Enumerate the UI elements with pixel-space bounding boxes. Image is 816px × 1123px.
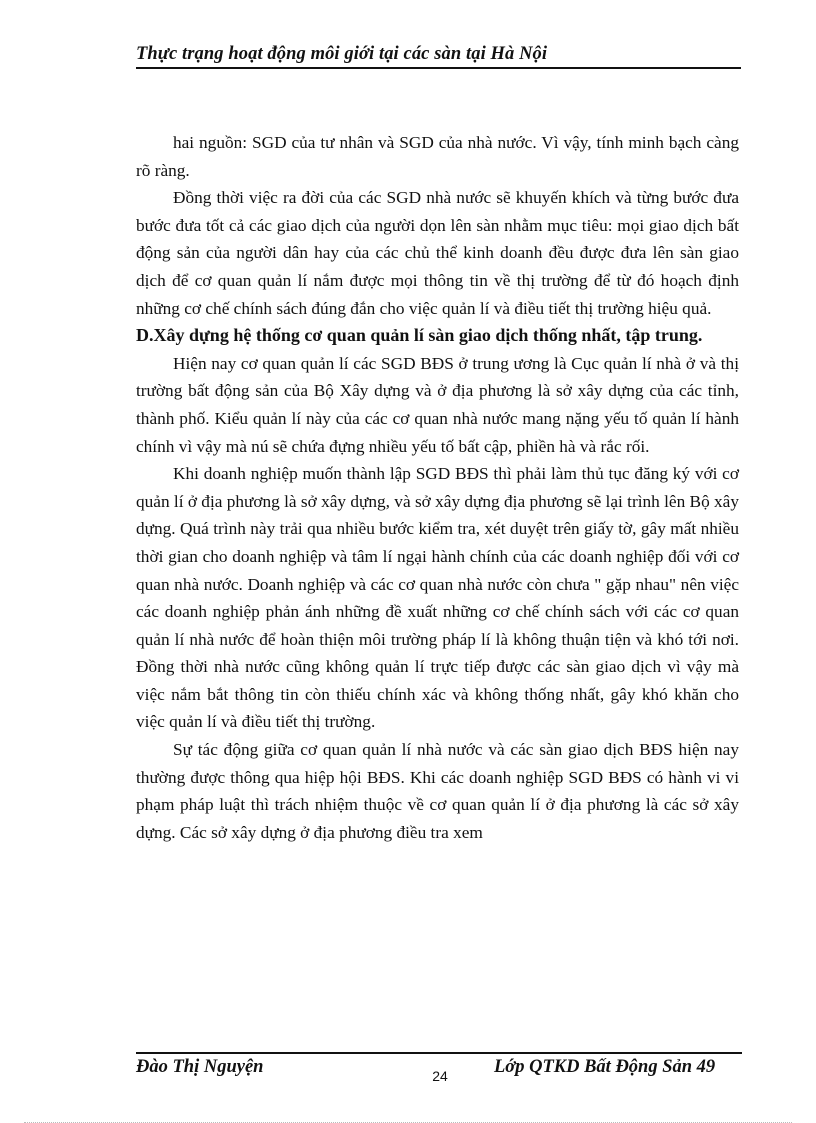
document-body xyxy=(136,129,739,846)
paragraph: Khi doanh nghiệp muốn thành lập SGD BĐS thì phải làm thủ tục đăng ký với cơ quản lí ở địa phương là sở xây dựng, và sở xây dựng địa phương sẽ lại trình lên Bộ xây dựng. Quá trình này trải qua nhiều bước kiểm tra, xét duyệt trên giấy tờ, gây mất nhiều thời gian cho doanh nghiệp và tâm lí ngại hành chính của các doanh nghiệp đối với cơ quan nhà nước. Doanh nghiệp và các cơ quan nhà nước còn chưa " gặp nhau" nên việc các doanh nghiệp phản ánh những đề xuất những cơ chế chính sách với các cơ quan quản lí nhà nước để hoàn thiện môi trường pháp lí là không thuận tiện và khó tới nơi. Đồng thời nhà nước cũng không quản lí trực tiếp được các sàn giao dịch vì vậy mà việc nắm bắt thông tin còn thiếu chính xác và không thống nhất, gây khó khăn cho việc quản lí và điều tiết thị trường. xyxy=(136,464,739,732)
paragraph: Đồng thời việc ra đời của các SGD nhà nước sẽ khuyến khích và từng bước đưa bước đưa tốt cả các giao dịch của người dọn lên sàn nhằm mục tiêu: mọi giao dịch bất động sản của người dân hay của các chủ thể kinh doanh đều được đưa lên sàn giao dịch để cơ quan quản lí nắm được mọi thông tin về thị trường để từ đó hoạch định những cơ chế chính sách đúng đắn cho việc quản lí và điều tiết thị trường hiệu quả. xyxy=(136,188,739,318)
page-header xyxy=(136,44,741,69)
footer-divider xyxy=(136,1052,742,1054)
section-heading: D.Xây dựng hệ thống cơ quan quản lí sàn giao dịch thống nhất, tập trung. xyxy=(136,325,703,346)
footer-class: Lớp QTKD Bất Động Sản 49 xyxy=(494,1057,716,1077)
paragraph: Hiện nay cơ quan quản lí các SGD BĐS ở trung ương là Cục quản lí nhà ở và thị trường bất động sản của Bộ Xây dựng và ở địa phương là sở xây dựng của các tỉnh, thành phố. Kiểu quản lí này của các cơ quan nhà nước mang nặng yếu tố quản lí hành chính vì vậy mà nú sẽ chứa đựng nhiều yếu tố bất cập, phiền hà và rắc rối. xyxy=(136,353,739,456)
paragraph: hai nguồn: SGD của tư nhân và SGD của nhà nước. Vì vậy, tính minh bạch càng rõ ràng. xyxy=(136,133,739,180)
page-number: 24 xyxy=(432,1068,448,1084)
header-title: Thực trạng hoạt động môi giới tại các sàn tại Hà Nội xyxy=(136,44,548,64)
paragraph: Sự tác động giữa cơ quan quản lí nhà nước và các sàn giao dịch BĐS hiện nay thường được thông qua hiệp hội BĐS. Khi các doanh nghiệp SGD BĐS có hành vi vi phạm pháp luật thì trách nhiệm thuộc về cơ quan quản lí ở địa phương là các sở xây dựng. Các sở xây dựng ở địa phương điều tra xem xyxy=(136,740,739,842)
footer-author: Đào Thị Nguyện xyxy=(136,1057,264,1077)
